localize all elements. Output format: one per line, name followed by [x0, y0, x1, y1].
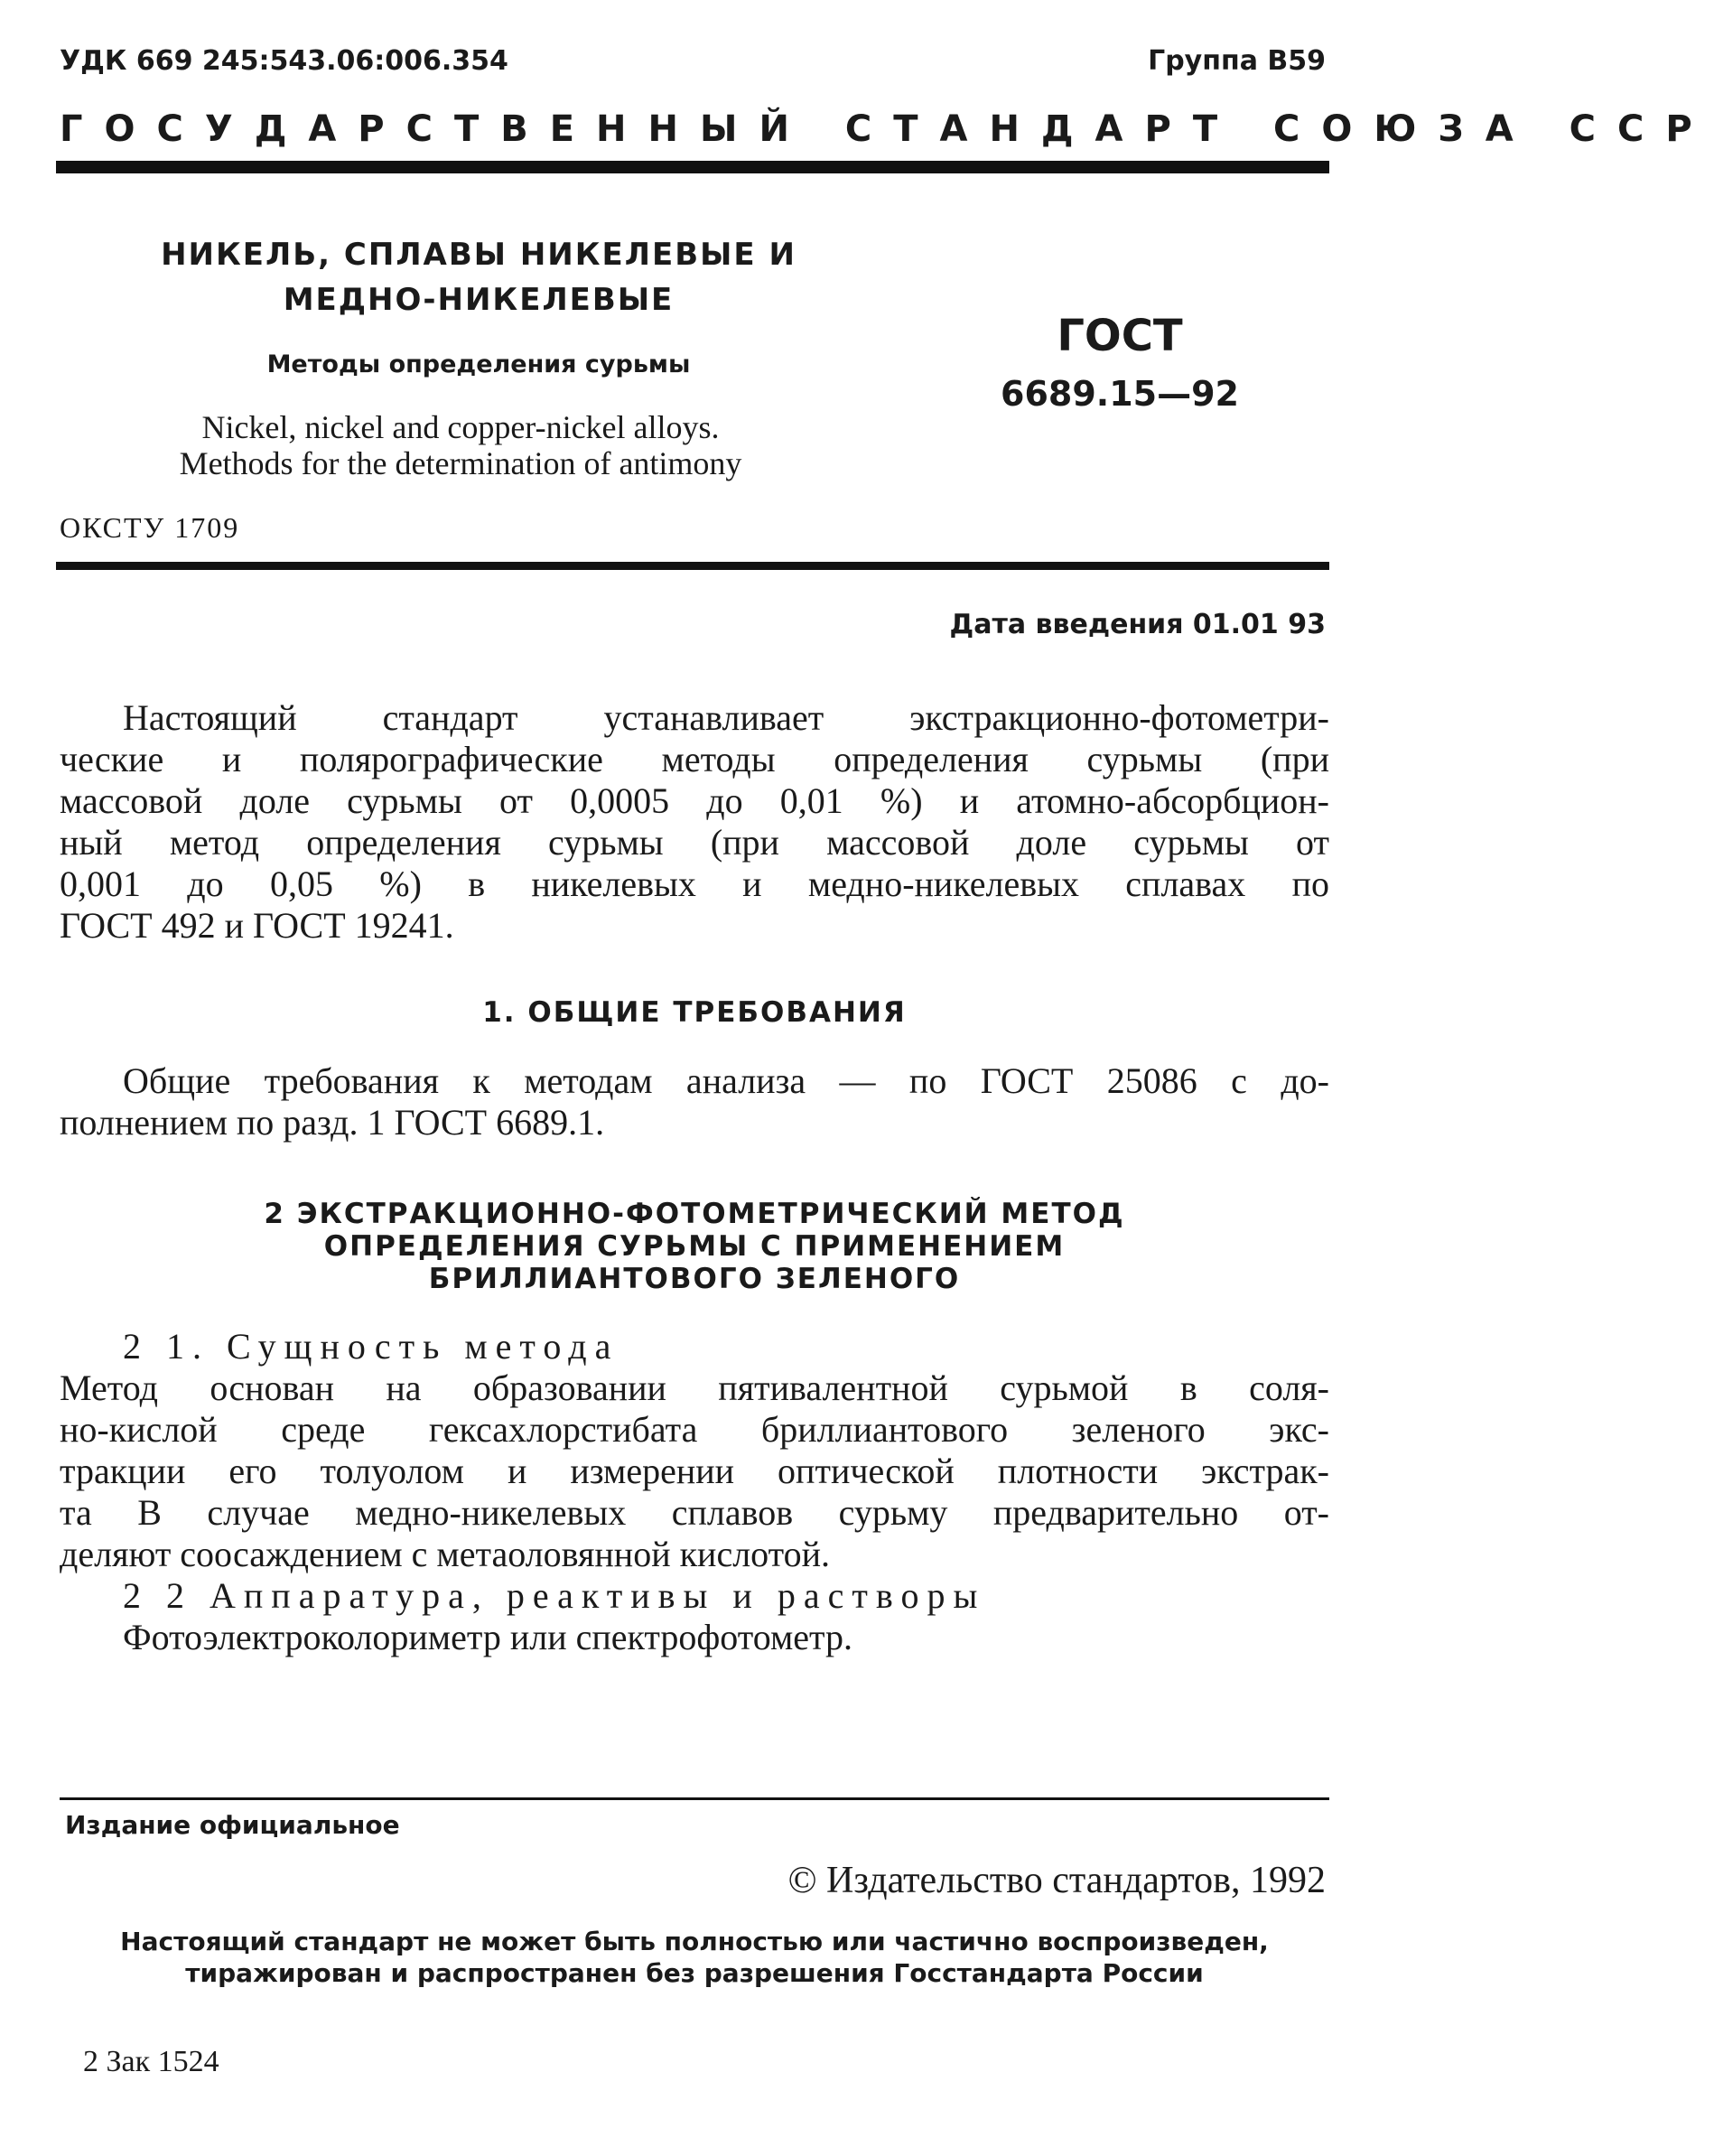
- subsection-2-1-line-last: деляют соосаждением с метаоловянной кислотой.: [60, 1534, 831, 1574]
- subsection-2-1-title: 2 1. Сущность метода: [123, 1326, 619, 1367]
- intro-line: ный метод определения сурьмы (при массовой доле сурьмы от: [60, 822, 1329, 863]
- intro-line: ческие и полярографические методы определения сурьмы (при: [60, 739, 1329, 779]
- intro-line: Настоящий стандарт устанавливает экстракционно-фотометри-: [123, 697, 1329, 738]
- gost-number: 6689.15—92: [1001, 374, 1239, 414]
- intro-line-last: ГОСТ 492 и ГОСТ 19241.: [60, 905, 454, 946]
- reproduction-notice-line2: тиражирован и распространен без разрешения Госстандарта России: [185, 1958, 1204, 1988]
- subsection-2-2-text: Фотоэлектроколориметр или спектрофотометр.: [123, 1617, 853, 1657]
- intro-line: 0,001 до 0,05 %) в никелевых и медно-никелевых сплавах по: [60, 863, 1329, 904]
- section1-heading: 1. ОБЩИЕ ТРЕБОВАНИЯ: [482, 996, 907, 1029]
- document-title-line2: МЕДНО-НИКЕЛЕВЫЕ: [283, 282, 675, 318]
- reproduction-notice-line1: Настоящий стандарт не может быть полностью или частично воспроизведен,: [120, 1927, 1269, 1956]
- subsection-2-2-title: 2 2 Аппаратура, реактивы и растворы: [123, 1575, 986, 1616]
- group-code: Группа В59: [1148, 45, 1326, 77]
- subsection-2-1-line: та В случае медно-никелевых сплавов сурьму предварительно от-: [60, 1492, 1329, 1533]
- english-title-line1: Nickel, nickel and copper-nickel alloys.: [201, 409, 720, 445]
- footer-rule: [60, 1797, 1329, 1800]
- subsection-2-1-line: тракции его толуолом и измерении оптической плотности экстрак-: [60, 1451, 1329, 1491]
- udk-code: УДК 669 245:543.06:006.354: [60, 45, 508, 77]
- intro-line: массовой доле сурьмы от 0,0005 до 0,01 %) и атомно-абсорбцион-: [60, 780, 1329, 821]
- header-rule: [56, 161, 1329, 173]
- section2-heading-line3: БРИЛЛИАНТОВОГО ЗЕЛЕНОГО: [428, 1263, 961, 1295]
- document-title-line1: НИКЕЛЬ, СПЛАВЫ НИКЕЛЕВЫЕ И: [161, 237, 796, 273]
- print-order-number: 2 Зак 1524: [83, 2045, 219, 2078]
- official-edition-label: Издание официальное: [65, 1810, 400, 1840]
- subsection-2-1-line: Метод основан на образовании пятивалентной сурьмой в соля-: [60, 1367, 1329, 1408]
- subsection-2-1-line: но-кислой среде гексахлорстибата бриллиантового зеленого экс-: [60, 1409, 1329, 1450]
- english-title-line2: Methods for the determination of antimony: [179, 445, 742, 481]
- okstu-code: ОКСТУ 1709: [60, 511, 240, 544]
- section1-text-line1: Общие требования к методам анализа — по ГОСТ 25086 с до-: [123, 1060, 1329, 1101]
- section2-heading-line1: 2 ЭКСТРАКЦИОННО-ФОТОМЕТРИЧЕСКИЙ МЕТОД: [264, 1198, 1125, 1230]
- title-rule: [56, 562, 1329, 570]
- introduction-date: Дата введения 01.01 93: [949, 609, 1326, 640]
- section2-heading-line2: ОПРЕДЕЛЕНИЯ СУРЬМЫ С ПРИМЕНЕНИЕМ: [323, 1230, 1066, 1263]
- section1-text-line2: полнением по разд. 1 ГОСТ 6689.1.: [60, 1102, 605, 1143]
- gost-label: ГОСТ: [1057, 311, 1183, 361]
- copyright-notice: © Издательство стандартов, 1992: [787, 1860, 1326, 1901]
- document-subtitle: Методы определения сурьмы: [266, 350, 691, 378]
- union-standard-heading: ГОСУДАРСТВЕННЫЙ СТАНДАРТ СОЮЗА ССР: [60, 108, 1714, 150]
